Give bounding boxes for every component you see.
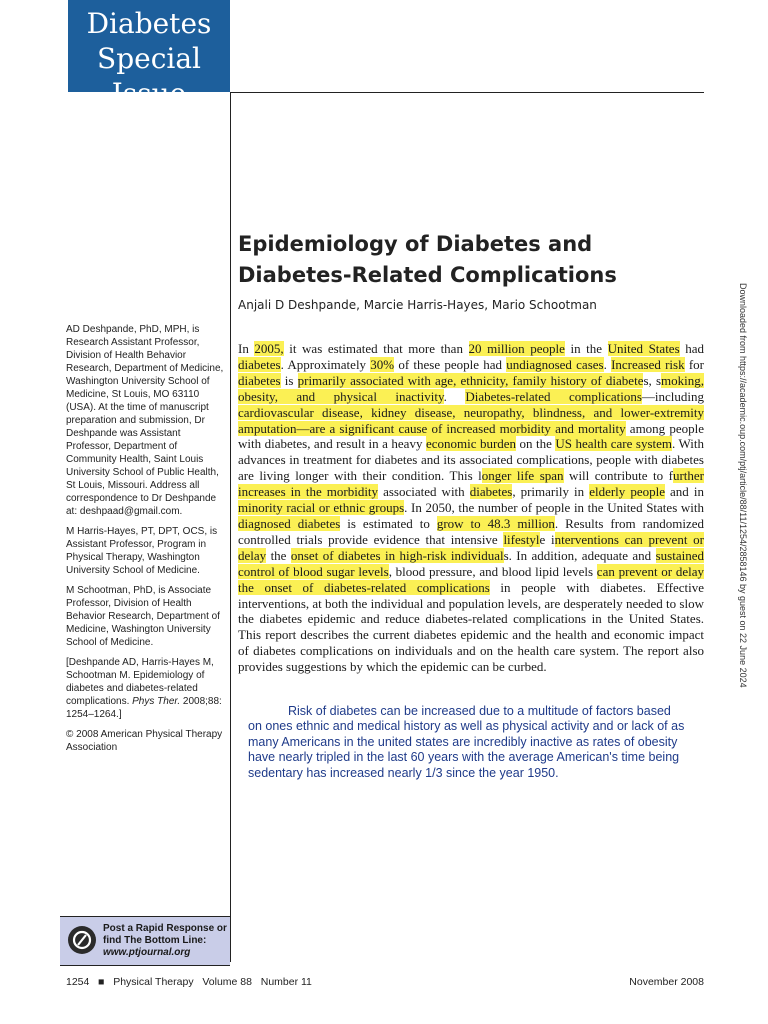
highlighted-phrase: 2005, (254, 341, 284, 356)
author-info-sidebar (66, 323, 224, 761)
journal-url-link[interactable]: www.ptjournal.org (103, 947, 191, 958)
journal-name: Physical Therapy (113, 976, 194, 988)
highlighted-phrase: sustained control of blood sugar levels (238, 547, 704, 579)
abstract-segment: had (679, 341, 704, 356)
rapid-response-text (103, 923, 228, 959)
banner-line-1: Diabetes (86, 7, 212, 40)
abstract-segment: . (443, 388, 466, 404)
rapid-response-box[interactable] (60, 916, 230, 966)
abstract-segment: , blood pressure, and blood lipid levels (388, 563, 597, 579)
highlighted-phrase: United States (607, 341, 680, 356)
author-bio-harris-hayes: M Harris-Hayes, PT, DPT, OCS, is Assistant Professor, Program in Physical Therapy, Washington University School of Medicine. (66, 526, 218, 576)
special-issue-banner (68, 0, 230, 110)
download-watermark: Downloaded from https://academic.oup.com/ptj/article/88/11/1254/2858146 by guest on 22 June 2024 (738, 283, 748, 688)
rapid-response-logo-icon (68, 926, 96, 954)
author-bio-deshpande: AD Deshpande, PhD, MPH, is Research Assistant Professor, Division of Health Behavior Research, Department of Medicine, Washington University School of Medicine, St Louis, MO 63110 (USA). At the time of manuscript preparation and submission, Dr Deshpande was Assistant Professor, Department of Community Health, Saint Louis University School of Public Health, St Louis, Missouri. Address all correspondence to Dr Deshpande at: deshpaad@gmail.com. (66, 324, 224, 517)
abstract-segment: among people with diabetes, and result in a heavy (238, 420, 704, 452)
abstract-text (238, 341, 704, 675)
page-footer (66, 976, 704, 988)
abstract-segment: of these people had (394, 356, 507, 372)
abstract-segment: in people with diabetes. Effective interventions, at both the individual and population levels, are desperately needed to slow the diabetes epidemic and reduce diabetes-related complications in the United States. This report describes the current diabetes epidemic and the health and economic impact of diabetes complications on individuals and on the health care system. The report also provides suggestions by which the epidemic can be curbed. (238, 579, 704, 675)
rapid-response-line-2: find The Bottom Line: (103, 935, 207, 946)
article-authors: Anjali D Deshpande, Marcie Harris-Hayes, Mario Schootman (238, 298, 597, 312)
abstract-segment: e i (539, 531, 555, 547)
highlighted-phrase: diabetes (238, 372, 281, 388)
abstract-segment: for (684, 356, 704, 372)
author-bio-schootman: M Schootman, PhD, is Associate Professor, Division of Health Behavior Research, Department of Medicine, Washington University School of Medicine. (66, 585, 220, 648)
header-rule (230, 92, 704, 93)
citation-journal: Phys Ther. (132, 696, 181, 707)
reader-annotation: Risk of diabetes can be increased due to a multitude of factors based on ones ethnic and medical history as well as physical activity and or lack of as many Americans in the united states are incredibly inactive as rates of obesity have nearly tripled in the last 60 years with the average American's time being sedentary has increased nearly 1/3 since the year 1950. (248, 704, 685, 780)
highlighted-phrase: cardiovascular disease, kidney disease, neuropathy, blindness, and lower-extremity amputation—are a (238, 404, 704, 436)
highlighted-phrase: elderly people (589, 484, 665, 500)
highlighted-phrase: diagnosed diabetes (238, 515, 341, 531)
citation-text: [Deshpande AD, Harris-Hayes M, Schootman M. Epidemiology of diabetes and diabetes-related complications. (66, 657, 214, 707)
page-number: 1254 (66, 976, 90, 988)
highlighted-phrase: economic burden (425, 436, 517, 452)
citation (66, 656, 224, 721)
abstract-segment: . Approximately (280, 356, 371, 372)
copyright-notice: © 2008 American Physical Therapy Association (66, 729, 223, 753)
highlighted-phrase: onset of diabetes in high-risk individual (290, 547, 504, 563)
highlighted-phrase: 30% (370, 356, 395, 372)
abstract-segment: is estimated to (340, 515, 437, 531)
highlighted-phrase: significant cause of increased morbidity and mortality (339, 420, 626, 436)
abstract-segment: the (266, 547, 291, 563)
highlighted-phrase: minority racial or ethnic groups (238, 500, 405, 516)
abstract-segment: In (238, 341, 255, 356)
article-title: Epidemiology of Diabetes and Diabetes-Related Complications (238, 232, 617, 287)
abstract-segment: on the (516, 436, 556, 452)
highlighted-phrase: grow to 48.3 million (436, 515, 555, 531)
rapid-response-line-1: Post a Rapid Response or (103, 923, 227, 934)
abstract-segment: s, s (643, 372, 662, 388)
abstract-segment: is (280, 372, 298, 388)
abstract-segment: it was estimated that more than (283, 341, 469, 356)
abstract-segment: s. In addition, adequate and (503, 547, 656, 563)
highlighted-phrase: undiagnosed cases (506, 356, 604, 372)
abstract-segment: . With advances in treatment for diabetes and its associated complications, people with diabetes are living longer with their condition. This l (238, 436, 704, 484)
abstract-segment: in the (564, 341, 608, 356)
highlighted-phrase: diabetes (238, 356, 281, 372)
issue-date: November 2008 (629, 976, 704, 988)
highlighted-phrase: US health care system (555, 436, 672, 452)
highlighted-phrase: can prevent or delay the onset of diabetes-related complications (238, 563, 704, 595)
highlighted-phrase: onger life span (481, 468, 564, 484)
abstract-segment: —including (641, 388, 704, 404)
abstract-segment: . Results from randomized controlled trials provide evidence that intensive (238, 515, 704, 547)
highlighted-phrase: nterventions can prevent or delay (238, 531, 704, 563)
journal-number: Number 11 (260, 976, 312, 988)
highlighted-phrase: 20 million people (468, 341, 565, 356)
abstract-segment: will contribute to f (563, 468, 673, 484)
column-divider (230, 92, 231, 962)
citation-volume: 2008;88: 1254–1264.] (66, 696, 222, 720)
highlighted-phrase: moking, obesity, and physical inactivity (238, 372, 704, 404)
footer-bullet-icon: ■ (92, 976, 111, 988)
highlighted-phrase: lifestyl (503, 531, 540, 547)
highlighted-phrase: diabetes (469, 484, 513, 500)
abstract-segment: associated with (378, 484, 470, 500)
highlighted-phrase: Increased risk (611, 356, 685, 372)
abstract-segment: . (603, 356, 612, 372)
highlighted-phrase: urther increases in the morbidity (238, 468, 704, 500)
highlighted-phrase: Diabetes-related complications (465, 388, 642, 404)
abstract-segment: , primarily in (512, 484, 590, 500)
banner-line-2: Special Issue (97, 42, 201, 110)
abstract-segment: and in (664, 484, 704, 500)
abstract-segment: . In 2050, the number of people in the United States with (404, 500, 704, 516)
journal-volume: Volume 88 (202, 976, 252, 988)
highlighted-phrase: primarily associated with age, ethnicity, family history of diabete (297, 372, 644, 388)
